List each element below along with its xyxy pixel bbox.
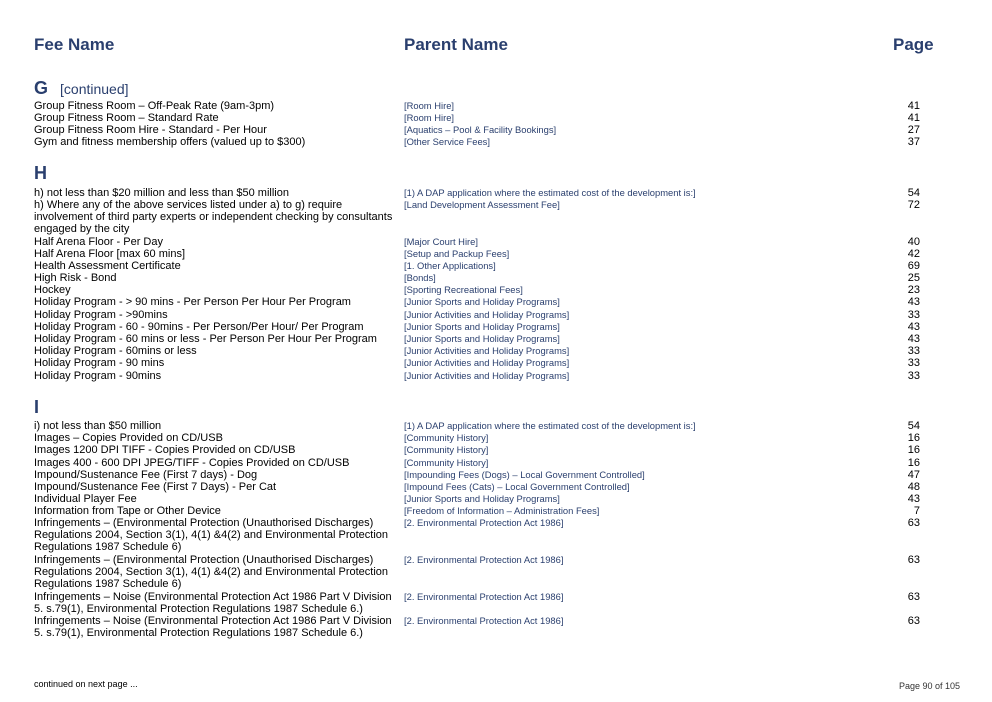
section-letter: I: [34, 397, 40, 417]
column-header-fee-name: Fee Name: [34, 35, 115, 54]
page-ref: 41: [907, 112, 920, 124]
parent-name-link[interactable]: [2. Environmental Protection Act 1986]: [404, 554, 564, 565]
page-ref: 37: [907, 136, 920, 148]
continued-note: continued on next page ...: [34, 679, 138, 689]
page-ref: 41: [907, 100, 920, 112]
parent-name-link[interactable]: [Junior Sports and Holiday Programs]: [404, 333, 560, 344]
fee-name: Holiday Program - 60 - 90mins - Per Person/Per Hour/ Per Program: [34, 321, 364, 333]
fee-name: Group Fitness Room Hire - Standard - Per Hour: [34, 124, 267, 136]
fee-name: Impound/Sustenance Fee (First 7 days) - Dog: [34, 469, 258, 481]
parent-name-link[interactable]: [2. Environmental Protection Act 1986]: [404, 591, 564, 602]
page-ref: 33: [907, 370, 920, 382]
parent-name-link[interactable]: [Room Hire]: [404, 112, 455, 123]
page-ref: 42: [907, 248, 920, 260]
page-ref: 16: [907, 444, 920, 456]
parent-name-link[interactable]: [Bonds]: [404, 272, 436, 283]
page-ref: 43: [907, 321, 920, 333]
fee-name: Infringements – (Environmental Protection (Unauthorised Discharges) Regulations 2004, Section 3(1), 4(1) &4(2) and Environmental Protection Regulations 1987 Schedule 6): [34, 554, 389, 591]
page-ref: 23: [907, 284, 920, 296]
fee-name: Infringements – Noise (Environmental Protection Act 1986 Part V Division 5. s.79(1), Environmental Protection Regulations 1987 Schedule 6.): [34, 591, 392, 616]
parent-name-link[interactable]: [Impound Fees (Cats) – Local Government Controlled]: [404, 481, 630, 492]
page-ref: 63: [907, 591, 920, 603]
column-header-page: Page: [893, 35, 934, 54]
page-ref: 72: [907, 199, 920, 211]
fee-name: Images 1200 DPI TIFF - Copies Provided on CD/USB: [34, 444, 296, 456]
page-ref: 63: [907, 517, 920, 529]
fee-name: Images 400 - 600 DPI JPEG/TIFF - Copies Provided on CD/USB: [34, 457, 350, 469]
fee-name: Individual Player Fee: [34, 493, 137, 505]
page-ref: 33: [907, 357, 920, 369]
page-ref: 54: [907, 187, 920, 199]
parent-name-link[interactable]: [Junior Activities and Holiday Programs]: [404, 357, 570, 368]
page-ref: 48: [907, 481, 920, 493]
parent-name-link[interactable]: [Junior Activities and Holiday Programs]: [404, 345, 570, 356]
page-ref: 63: [907, 615, 920, 627]
parent-name-link[interactable]: [1) A DAP application where the estimated cost of the development is:]: [404, 420, 696, 431]
parent-name-link[interactable]: [Junior Sports and Holiday Programs]: [404, 493, 560, 504]
column-header-parent-name: Parent Name: [404, 35, 508, 54]
fee-name: Holiday Program - 60 mins or less - Per Person Per Hour Per Program: [34, 333, 377, 345]
section-letter: H: [34, 163, 47, 183]
fee-name: Impound/Sustenance Fee (First 7 Days) - Per Cat: [34, 481, 277, 493]
page-ref: 63: [907, 554, 920, 566]
fee-name: Health Assessment Certificate: [34, 260, 181, 272]
parent-name-link[interactable]: [Junior Activities and Holiday Programs]: [404, 370, 570, 381]
page-ref: 25: [907, 272, 920, 284]
parent-name-link[interactable]: [2. Environmental Protection Act 1986]: [404, 517, 564, 528]
page-ref: 33: [907, 345, 920, 357]
section-continued-label: [continued]: [60, 81, 129, 97]
page-ref: 33: [907, 309, 920, 321]
fee-name: Holiday Program - > 90 mins - Per Person Per Hour Per Program: [34, 296, 351, 308]
fee-name: Holiday Program - 60mins or less: [34, 345, 197, 357]
fee-name: High Risk - Bond: [34, 272, 117, 284]
section-letter: G: [34, 78, 49, 98]
parent-name-link[interactable]: [Community History]: [404, 432, 489, 443]
fee-name: Images – Copies Provided on CD/USB: [34, 432, 223, 444]
fee-name: Infringements – Noise (Environmental Protection Act 1986 Part V Division 5. s.79(1), Environmental Protection Regulations 1987 Schedule 6.): [34, 615, 392, 640]
fee-name: Half Arena Floor [max 60 mins]: [34, 248, 186, 260]
fee-name: i) not less than $50 million: [34, 420, 162, 432]
parent-name-link[interactable]: [Sporting Recreational Fees]: [404, 284, 523, 295]
page-ref: 47: [907, 469, 920, 481]
fee-name: Holiday Program - 90mins: [34, 370, 162, 382]
parent-name-link[interactable]: [1. Other Applications]: [404, 260, 496, 271]
fee-name: Half Arena Floor - Per Day: [34, 236, 163, 248]
parent-name-link[interactable]: [Community History]: [404, 457, 489, 468]
parent-name-link[interactable]: [Community History]: [404, 444, 489, 455]
parent-name-link[interactable]: [Junior Activities and Holiday Programs]: [404, 309, 570, 320]
fee-name: h) not less than $20 million and less than $50 million: [34, 187, 289, 199]
parent-name-link[interactable]: [Land Development Assessment Fee]: [404, 199, 560, 210]
fee-name: h) Where any of the above services listed under a) to g) require involvement of third party experts or independent checking by consultants engaged by the city: [34, 199, 393, 236]
parent-name-link[interactable]: [Other Service Fees]: [404, 136, 490, 147]
fee-name: Information from Tape or Other Device: [34, 505, 221, 517]
parent-name-link[interactable]: [2. Environmental Protection Act 1986]: [404, 615, 564, 626]
page-ref: 16: [907, 432, 920, 444]
page-ref: 40: [907, 236, 920, 248]
parent-name-link[interactable]: [Junior Sports and Holiday Programs]: [404, 321, 560, 332]
parent-name-link[interactable]: [Major Court Hire]: [404, 236, 478, 247]
fee-name: Holiday Program - >90mins: [34, 309, 168, 321]
page-ref: 27: [907, 124, 920, 136]
parent-name-link[interactable]: [Impounding Fees (Dogs) – Local Government Controlled]: [404, 469, 645, 480]
fee-name: Holiday Program - 90 mins: [34, 357, 165, 369]
parent-name-link[interactable]: [1) A DAP application where the estimated cost of the development is:]: [404, 187, 696, 198]
page-ref: 16: [907, 457, 920, 469]
page-ref: 69: [907, 260, 920, 272]
page-ref: 43: [907, 296, 920, 308]
parent-name-link[interactable]: [Setup and Packup Fees]: [404, 248, 510, 259]
page-ref: 43: [907, 493, 920, 505]
page-ref: 54: [907, 420, 920, 432]
parent-name-link[interactable]: [Room Hire]: [404, 100, 455, 111]
parent-name-link[interactable]: [Junior Sports and Holiday Programs]: [404, 296, 560, 307]
parent-name-link[interactable]: [Freedom of Information – Administration Fees]: [404, 505, 600, 516]
fee-name: Gym and fitness membership offers (valued up to $300): [34, 136, 306, 148]
fee-name: Group Fitness Room – Standard Rate: [34, 112, 219, 124]
fee-name: Hockey: [34, 284, 71, 296]
parent-name-link[interactable]: [Aquatics – Pool & Facility Bookings]: [404, 124, 557, 135]
fee-name: Group Fitness Room – Off-Peak Rate (9am-3pm): [34, 100, 275, 112]
fee-name: Infringements – (Environmental Protection (Unauthorised Discharges) Regulations 2004, Section 3(1), 4(1) &4(2) and Environmental Protection Regulations 1987 Schedule 6): [34, 517, 389, 554]
page-ref: 7: [913, 505, 920, 517]
page-number: Page 90 of 105: [898, 681, 960, 691]
page-ref: 43: [907, 333, 920, 345]
